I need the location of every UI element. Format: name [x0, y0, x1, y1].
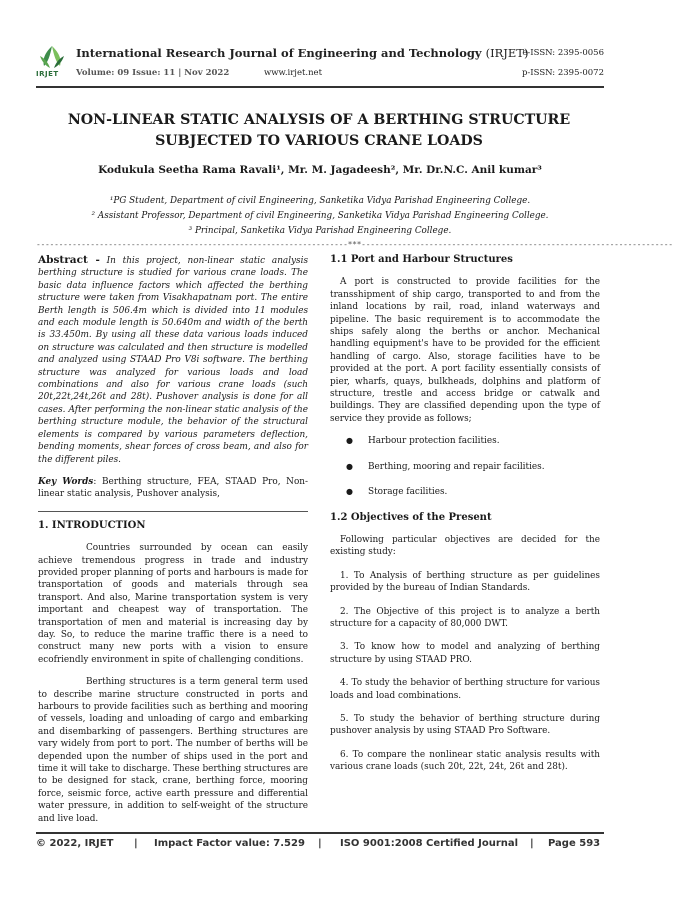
list-item: ● Berthing, mooring and repair facilities.: [330, 461, 600, 473]
objectives-intro: Following particular objectives are decided for the existing study:: [330, 534, 600, 558]
footer-separator: |: [530, 838, 534, 849]
title-line-1: NON-LINEAR STATIC ANALYSIS OF A BERTHING STRUCTURE: [67, 112, 571, 128]
abstract-label: Abstract -: [38, 254, 100, 266]
authors: Kodukula Seetha Rama Ravali¹, Mr. M. Jagadeesh², Mr. Dr.N.C. Anil kumar³: [98, 164, 542, 176]
footer-rule: [36, 832, 604, 834]
footer-iso: ISO 9001:2008 Certified Journal: [340, 838, 519, 849]
facility-list: [330, 435, 600, 498]
keywords-label: Key Words: [38, 476, 94, 487]
objective-item: 6. To compare the nonlinear static analysis results with various crane loads (such 20t, 22t, 24t, 26t and 28t).: [330, 749, 600, 773]
section-1-1-paragraph: A port is constructed to provide facilities for the transshipment of ship cargo, transported to and from the inland locations by rail, road, inland waterways and pipeline. The basic requirement is to accommodate the ships safely along the berths or anchor. Mechanical handling equipment's have to be provided for the efficient handling of cargo. Also, storage facilities have to be provided at the port. A port facility essentially consists of pier, wharfs, quays, bulkheads, dolphins and platform of structure, trestle and access bridge or catwalk and buildings. They are classified depending upon the type of service they provide as follows;: [330, 277, 600, 424]
footer-separator: |: [134, 838, 138, 849]
intro-paragraph-1: Countries surrounded by ocean can easily achieve tremendous progress in trade and industry provided proper planning of ports and harbours is made for transportation of goods and materials through sea transport. And also, Marine transportation system is very important and cheapest way of transportation. The transportation of men and material is increasing day by day. So, to reduce the marine traffic there is a need to construct many new ports with a vision to ensure ecofriendly environment in spite of challenging conditions.: [38, 543, 308, 665]
section-1-2-heading: 1.2 Objectives of the Present: [330, 511, 492, 523]
affiliation-2: ² Assistant Professor, Department of civil Engineering, Sanketika Vidya Parishad Engineering College.: [91, 211, 549, 221]
left-column: [38, 254, 308, 835]
footer-page-number: Page 593: [548, 838, 601, 849]
intro-paragraph-2: Berthing structures is a term general term used to describe marine structure constructed in ports and harbours to provide facilities such as berthing and mooring of vessels, loading and unloading of cargo and embarking and disembarking of passengers. Berthing structures are vary widely from port to port. The number of berths will be depended upon the number of ships used in the port and time it will take to discharge. These berthing structures are to be designed for stack, crane, berthing force, mooring force, seismic force, active earth pressure and differential water pressure, in addition to self-weight of the structure and live load.: [38, 677, 308, 824]
footer-impact-factor: Impact Factor value: 7.529: [154, 838, 305, 849]
affiliation-1: ¹PG Student, Department of civil Engineering, Sanketika Vidya Parishad Engineering College.: [109, 196, 531, 206]
footer-copyright: © 2022, IRJET: [36, 838, 114, 849]
title-line-2: SUBJECTED TO VARIOUS CRANE LOADS: [155, 133, 483, 149]
journal-header: [36, 44, 604, 82]
section-divider: ---------------------------------------------------------------------***---------------------------------------------------------------------: [36, 240, 673, 249]
e-issn: e-ISSN: 2395-0056: [522, 48, 604, 58]
objective-item: 3. To know how to model and analyzing of berthing structure by using STAAD PRO.: [330, 642, 600, 665]
logo-text: IRJET: [36, 70, 59, 78]
objective-item: 1. To Analysis of berthing structure as per guidelines provided by the bureau of Indian Standards.: [330, 570, 600, 594]
objectives: [330, 534, 600, 774]
keywords: [38, 476, 308, 501]
keywords-rule: [38, 511, 308, 512]
section-1-1-heading: 1.1 Port and Harbour Structures: [330, 254, 513, 265]
journal-name-text: International Research Journal of Engineering and Technology: [76, 46, 482, 60]
objective-item: 4. To study the behavior of berthing structure for various loads and load combinations.: [330, 678, 600, 701]
journal-abbr: (IRJET): [485, 46, 529, 60]
paper-title: [60, 110, 578, 152]
journal-name: [76, 46, 528, 60]
volume-issue: Volume: 09 Issue: 11 | Nov 2022: [76, 68, 230, 78]
abstract-text: In this project, non-linear static analysis berthing structure is studied for various crane loads. The basic data influence factors which affected the berthing structure were taken from Visakhapatnam port. The entire Berth length is 506.4m which is divided into 11 modules and each module length is 50.640m and width of the berth is 33.450m. By using all these data various loads induced on structure was calculated and then structure is modelled and analyzed using STAAD Pro V8i software. The berthing structure was analyzed for various loads and load combinations and also for various crane loads (such 20t,22t,24t,26t and 28t). Pushover analysis is done for all cases. After performing the non-linear static analysis of the berthing structure module, the behavior of the structural elements is compared by various parameters deflection, bending moments, shear forces of cross beam, and also for the different piles.: [38, 256, 308, 465]
affiliation-3: ³ Principal, Sanketika Vidya Parishad Engineering College.: [188, 226, 452, 236]
right-column: [330, 254, 600, 785]
list-item: ● Harbour protection facilities.: [330, 435, 600, 447]
objective-item: 2. The Objective of this project is to analyze a berth structure for a capacity of 80,000 DWT.: [330, 606, 600, 629]
footer-separator: |: [318, 838, 322, 849]
intro-heading: 1. INTRODUCTION: [38, 519, 146, 531]
keywords-text: : Berthing structure, FEA, STAAD Pro, Non-linear static analysis, Pushover analysis,: [38, 476, 309, 500]
objective-item: 5. To study the behavior of berthing structure during pushover analysis by using STAAD Pro Software.: [330, 713, 600, 737]
website-link[interactable]: www.irjet.net: [264, 68, 323, 78]
header-rule: [36, 86, 604, 88]
list-item: ● Storage facilities.: [330, 486, 600, 498]
abstract: [38, 254, 308, 466]
p-issn: p-ISSN: 2395-0072: [521, 68, 604, 78]
